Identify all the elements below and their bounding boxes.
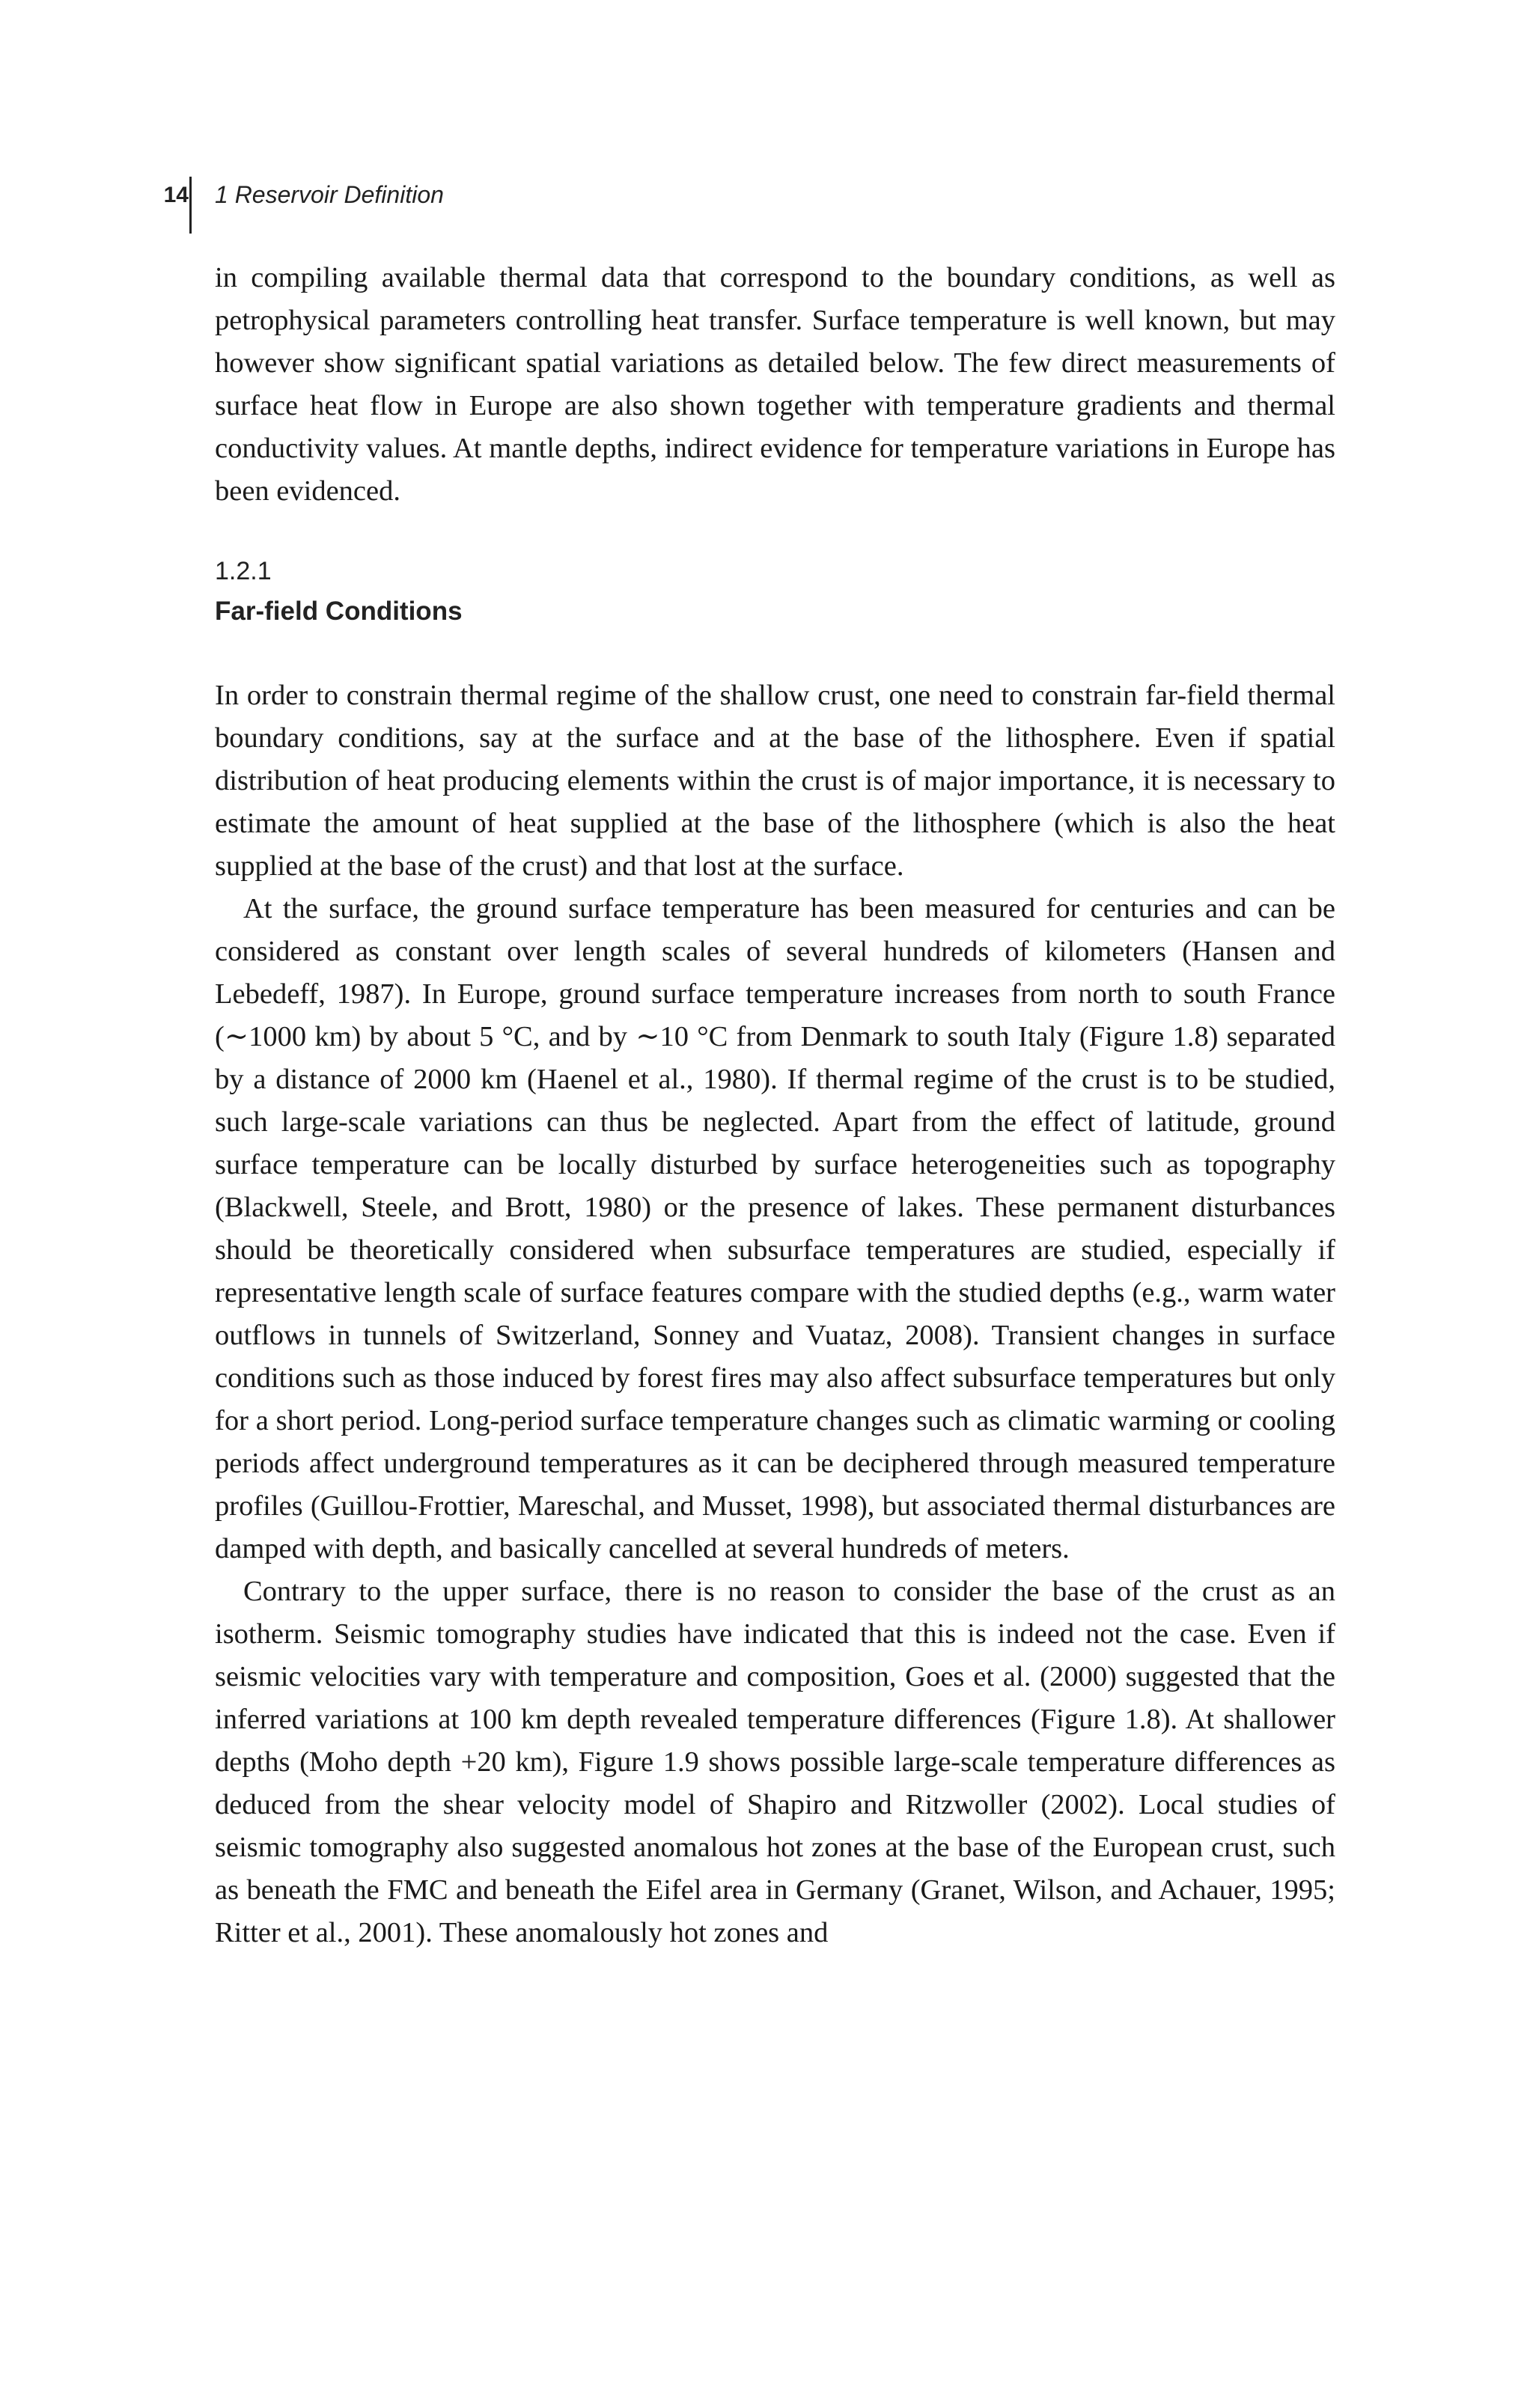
page-header — [0, 177, 1533, 234]
section-title: Far-field Conditions — [215, 597, 463, 626]
paragraph-crust-base: Contrary to the upper surface, there is no reason to consider the base of the crust as an isotherm. Seismic tomography studies have indicated that this is indeed not the case. Even if seismic velocities vary with temperature and composition, Goes et al. (2000) suggested that the inferred variations at 100 km depth revealed temperature differences (Figure 1.8). At shallower depths (Moho depth +20 km), Figure 1.9 shows possible large-scale temperature differences as deduced from the shear velocity model of Shapiro and Ritzwoller (2002). Local studies of seismic tomography also suggested anomalous hot zones at the base of the European crust, such as beneath the FMC and beneath the Eifel area in Germany (Granet, Wilson, and Achauer, 1995; Ritter et al., 2001). These anomalously hot zones and — [215, 1576, 1335, 1948]
header-divider — [189, 177, 192, 234]
running-head: 1 Reservoir Definition — [215, 181, 444, 208]
intro-text-block — [215, 257, 1335, 513]
section-number: 1.2.1 — [215, 557, 272, 585]
section-body — [215, 674, 1335, 1954]
paragraph-far-field-intro: In order to constrain thermal regime of the shallow crust, one need to constrain far-field thermal boundary conditions, say at the surface and at the base of the lithosphere. Even if spatial distribution of heat producing elements within the crust is of major importance, it is necessary to estimate the amount of heat supplied at the base of the lithosphere (which is also the heat supplied at the base of the crust) and that lost at the surface. — [215, 680, 1335, 882]
intro-paragraph: in compiling available thermal data that correspond to the boundary conditions, as well as petrophysical parameters controlling heat transfer. Surface temperature is well known, but may however show significant spatial variations as detailed below. The few direct measurements of surface heat flow in Europe are also shown together with temperature gradients and thermal conductivity values. At mantle depths, indirect evidence for temperature variations in Europe has been evidenced. — [215, 262, 1335, 507]
paragraph-surface-temperature: At the surface, the ground surface temperature has been measured for centuries and can be considered as constant over length scales of several hundreds of kilometers (Hansen and Lebedeff, 1987). In Europe, ground surface temperature increases from north to south France (∼1000 km) by about 5 °C, and by ∼10 °C from Denmark to south Italy (Figure 1.8) separated by a distance of 2000 km (Haenel et al., 1980). If thermal regime of the crust is to be studied, such large-scale variations can thus be neglected. Apart from the effect of latitude, ground surface temperature can be locally disturbed by surface heterogeneities such as topography (Blackwell, Steele, and Brott, 1980) or the presence of lakes. These permanent disturbances should be theoretically considered when subsurface temperatures are studied, especially if representative length scale of surface features compare with the studied depths (e.g., warm water outflows in tunnels of Switzerland, Sonney and Vuataz, 2008). Transient changes in surface conditions such as those induced by forest fires may also affect subsurface temperatures but only for a short period. Long-period surface temperature changes such as climatic warming or cooling periods affect underground temperatures as it can be deciphered through measured temperature profiles (Guillou-Frottier, Mareschal, and Musset, 1998), but associated thermal disturbances are damped with depth, and basically cancelled at several hundreds of meters. — [215, 893, 1335, 1564]
page-number: 14 — [163, 183, 189, 207]
